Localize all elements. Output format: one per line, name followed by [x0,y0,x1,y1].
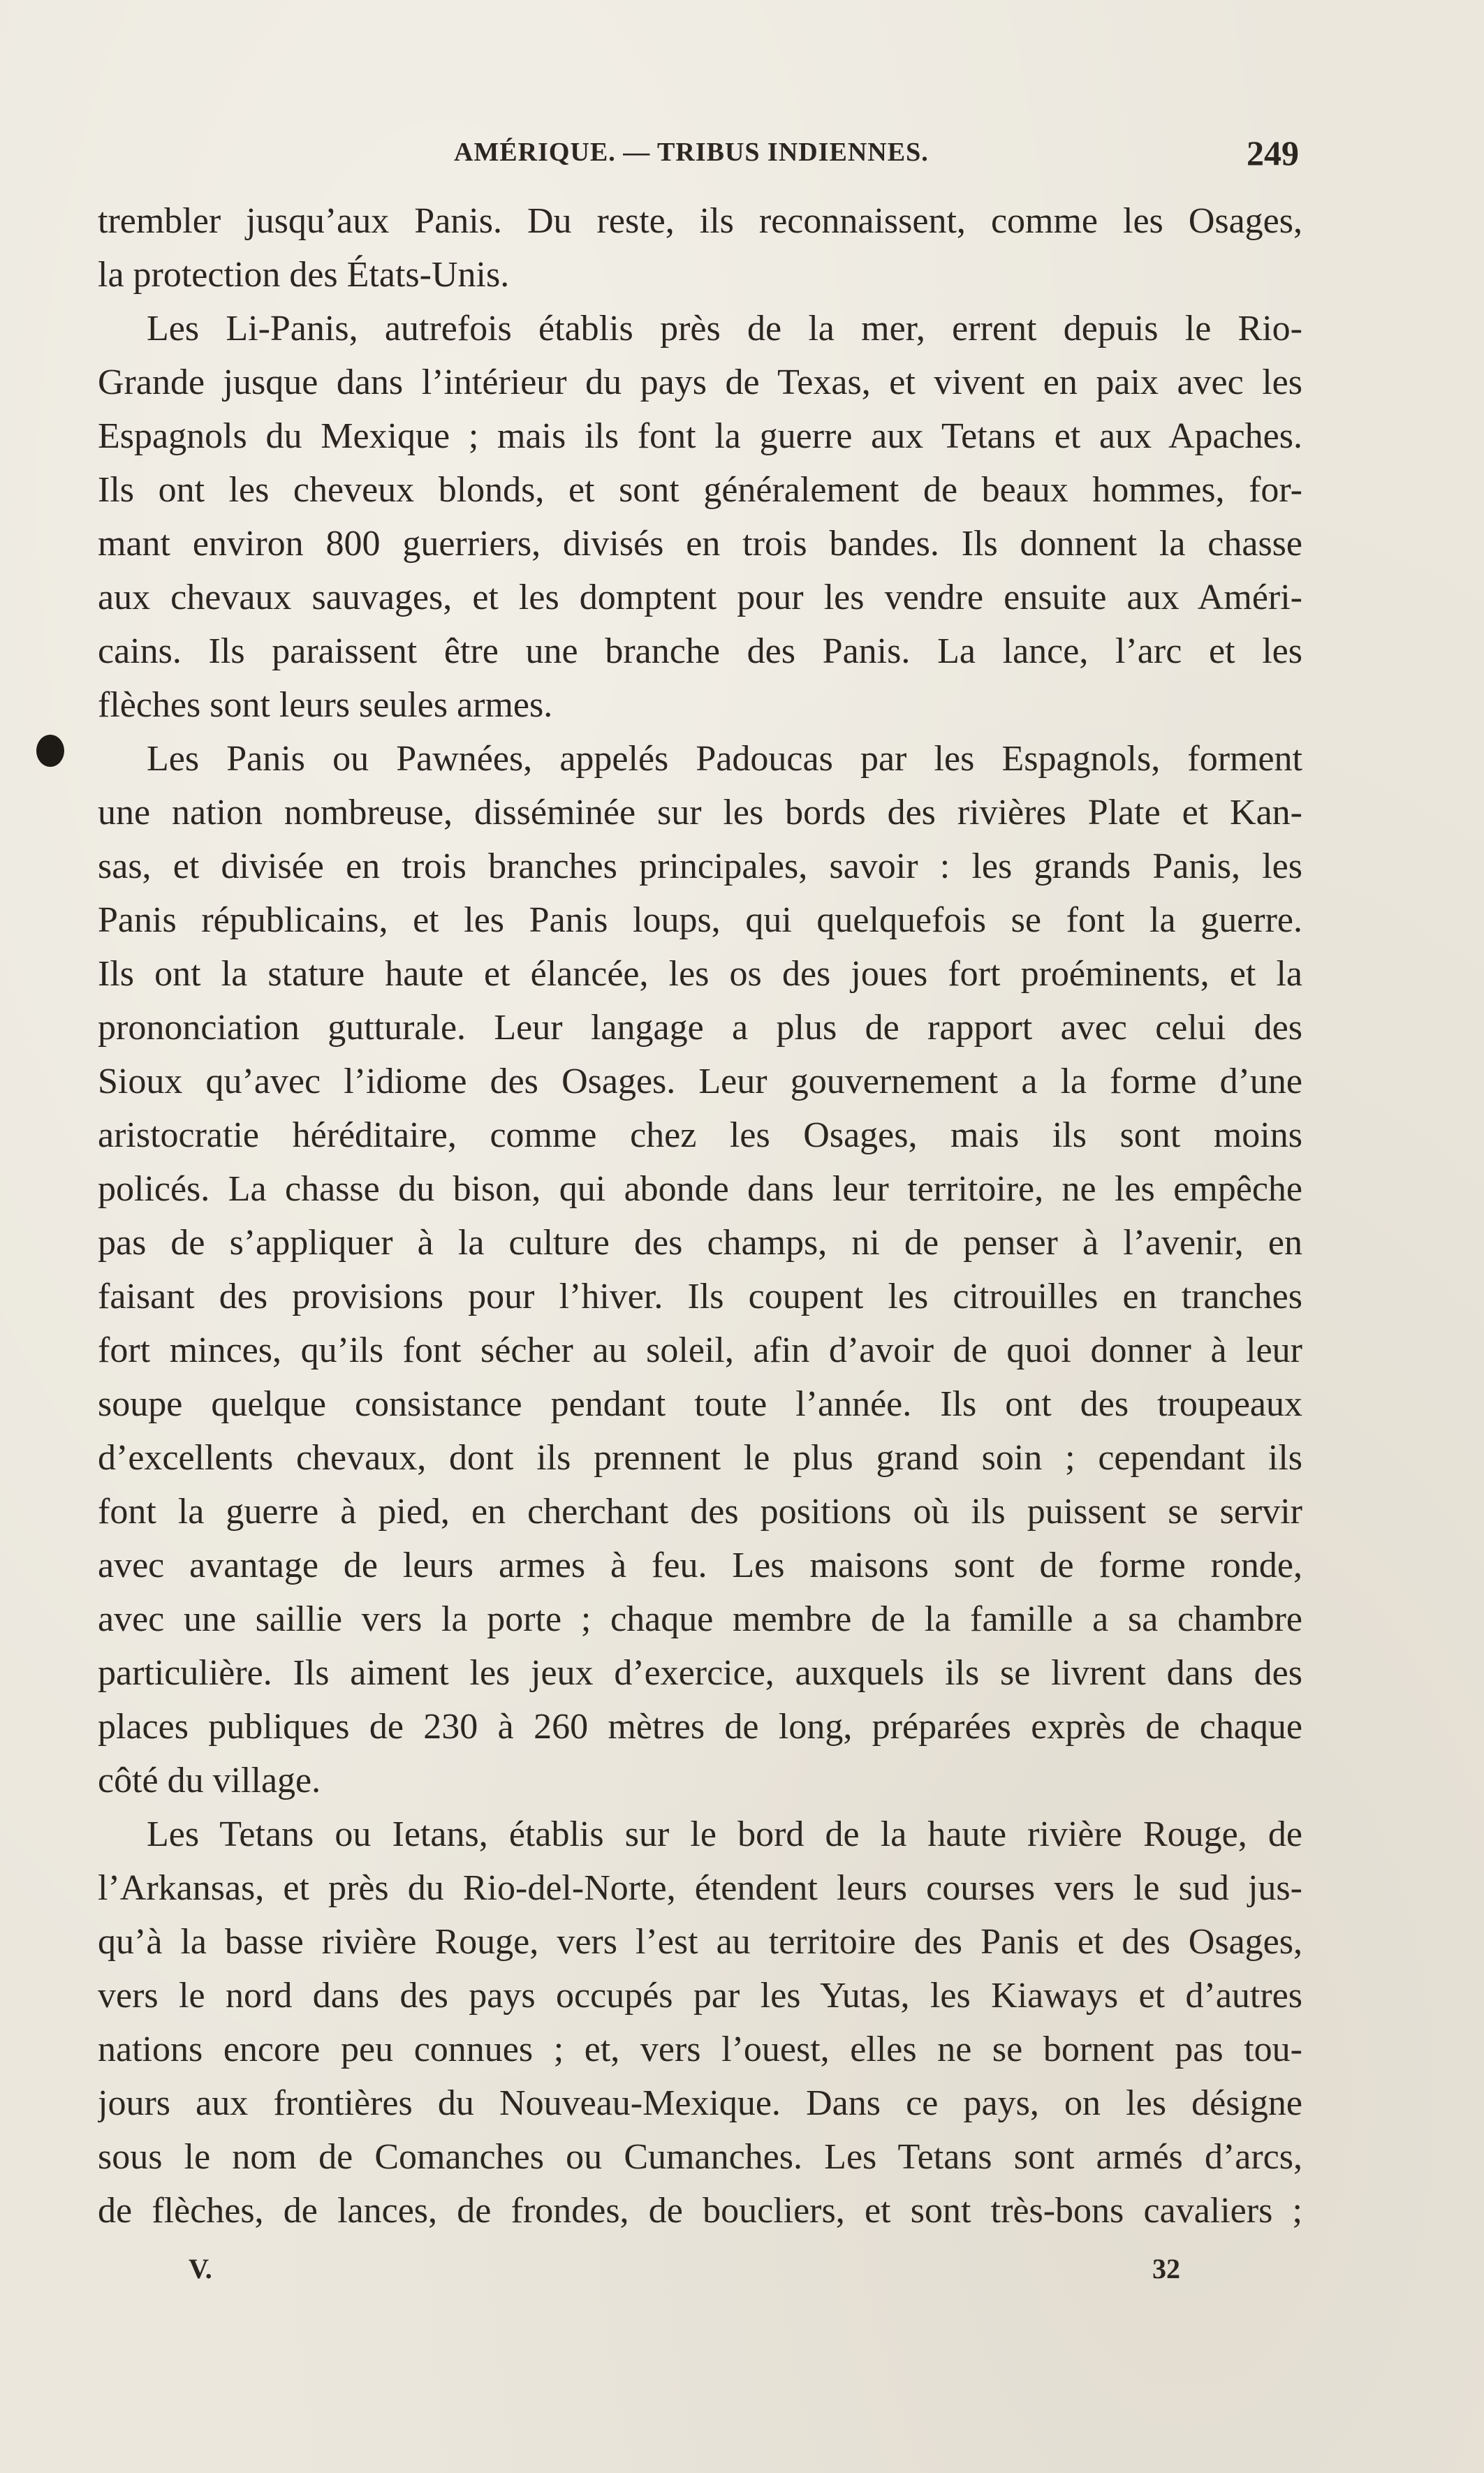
text-line: vers le nord dans des pays occupés par les Yutas, les Kiaways et d’autres [98,1976,1302,2016]
text-line: l’Arkansas, et près du Rio-del-Norte, étendent leurs courses vers le sud jus- [98,1868,1302,1908]
running-title: AMÉRIQUE. — TRIBUS INDIENNES. [454,138,929,167]
text-line: faisant des provisions pour l’hiver. Ils coupent les citrouilles en tranches [98,1277,1302,1316]
text-line: la protection des États-Unis. [98,255,510,295]
ink-blot-mark [36,735,64,767]
page-header [98,133,1299,175]
text-line: Panis républicains, et les Panis loups, qui quelquefois se font la guerre. [98,900,1302,940]
text-line: aux chevaux sauvages, et les domptent pour les vendre ensuite aux Améri- [98,578,1302,617]
text-line: particulière. Ils aiment les jeux d’exercice, auxquels ils se livrent dans des [98,1653,1302,1693]
text-line: soupe quelque consistance pendant toute l’année. Ils ont des troupeaux [98,1384,1302,1424]
text-line: mant environ 800 guerriers, divisés en trois bandes. Ils donnent la chasse [98,524,1302,564]
text-line: qu’à la basse rivière Rouge, vers l’est au territoire des Panis et des Osages, [98,1922,1302,1962]
text-line: font la guerre à pied, en cherchant des positions où ils puissent se servir [98,1492,1302,1532]
text-line: avec avantage de leurs armes à feu. Les maisons sont de forme ronde, [98,1546,1302,1585]
text-line: Les Tetans ou Ietans, établis sur le bord de la haute rivière Rouge, de [147,1814,1302,1854]
text-line: côté du village. [98,1761,321,1800]
text-line: Ils ont les cheveux blonds, et sont généralement de beaux hommes, for- [98,470,1302,510]
text-line: Espagnols du Mexique ; mais ils font la guerre aux Tetans et aux Apaches. [98,416,1302,456]
text-line: Ils ont la stature haute et élancée, les os des joues fort proéminents, et la [98,954,1302,994]
signature-mark: V. [189,2253,212,2284]
text-line: cains. Ils paraissent être une branche des Panis. La lance, l’arc et les [98,631,1302,671]
text-line: flèches sont leurs seules armes. [98,685,553,725]
text-line: avec une saillie vers la porte ; chaque membre de la famille a sa chambre [98,1599,1302,1639]
text-line: de flèches, de lances, de frondes, de boucliers, et sont très-bons cavaliers ; [98,2191,1302,2231]
folio-number: 32 [1152,2253,1180,2284]
text-line: trembler jusqu’aux Panis. Du reste, ils reconnaissent, comme les Osages, [98,201,1302,241]
text-line: Les Panis ou Pawnées, appelés Padoucas par les Espagnols, forment [147,739,1302,779]
text-line: places publiques de 230 à 260 mètres de long, préparées exprès de chaque [98,1707,1302,1747]
text-line: sous le nom de Comanches ou Cumanches. Les Tetans sont armés d’arcs, [98,2137,1302,2177]
body-text [98,194,1302,2238]
text-line: jours aux frontières du Nouveau-Mexique. Dans ce pays, on les désigne [98,2083,1302,2123]
text-line: prononciation gutturale. Leur langage a plus de rapport avec celui des [98,1008,1302,1048]
text-line: d’excellents chevaux, dont ils prennent le plus grand soin ; cependant ils [98,1438,1302,1478]
text-line: une nation nombreuse, disséminée sur les bords des rivières Plate et Kan- [98,793,1302,832]
text-line: Sioux qu’avec l’idiome des Osages. Leur gouvernement a la forme d’une [98,1062,1302,1101]
text-line: Les Li-Panis, autrefois établis près de la mer, errent depuis le Rio- [147,309,1302,348]
text-line: pas de s’appliquer à la culture des champs, ni de penser à l’avenir, en [98,1223,1302,1263]
text-line: fort minces, qu’ils font sécher au soleil, afin d’avoir de quoi donner à leur [98,1330,1302,1370]
page-number: 249 [1247,133,1299,173]
text-line: Grande jusque dans l’intérieur du pays de Texas, et vivent en paix avec les [98,362,1302,402]
text-line: nations encore peu connues ; et, vers l’ouest, elles ne se bornent pas tou- [98,2030,1302,2069]
text-line: aristocratie héréditaire, comme chez les Osages, mais ils sont moins [98,1115,1302,1155]
text-line: sas, et divisée en trois branches principales, savoir : les grands Panis, les [98,846,1302,886]
text-line: policés. La chasse du bison, qui abonde dans leur territoire, ne les empêche [98,1169,1302,1209]
